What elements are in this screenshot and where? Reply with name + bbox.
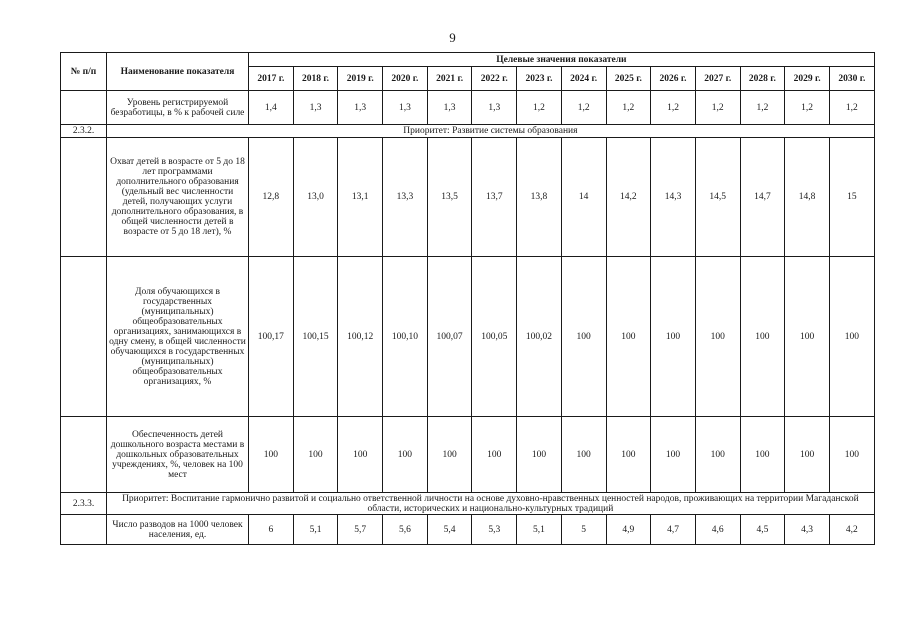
year-header: 2027 г. bbox=[695, 67, 740, 91]
table-header bbox=[61, 53, 875, 91]
row-number bbox=[61, 417, 107, 493]
indicator-value: 100 bbox=[517, 417, 562, 493]
year-header: 2025 г. bbox=[606, 67, 651, 91]
indicator-value: 1,3 bbox=[472, 91, 517, 125]
indicator-value: 100 bbox=[829, 417, 874, 493]
indicator-value: 1,3 bbox=[427, 91, 472, 125]
indicator-value: 1,2 bbox=[517, 91, 562, 125]
row-number bbox=[61, 515, 107, 545]
indicator-value: 5,1 bbox=[517, 515, 562, 545]
indicator-name: Доля обучающихся в государственных (муниципальных) общеобразовательных организациях, занимающихся в одну смену, в общей численности обучающихся в государственных (муниципальных) общеобразовательных организациях, % bbox=[107, 257, 249, 417]
indicator-value: 15 bbox=[829, 138, 874, 257]
year-header: 2024 г. bbox=[561, 67, 606, 91]
indicator-value: 6 bbox=[249, 515, 294, 545]
indicator-name: Обеспеченность детей дошкольного возраста местами в дошкольных образовательных учреждениях, %, человек на 100 мест bbox=[107, 417, 249, 493]
indicator-value: 14,8 bbox=[785, 138, 830, 257]
indicator-value: 1,2 bbox=[829, 91, 874, 125]
year-header: 2022 г. bbox=[472, 67, 517, 91]
table-body bbox=[61, 91, 875, 545]
indicator-value: 100 bbox=[383, 417, 428, 493]
indicator-value: 14,2 bbox=[606, 138, 651, 257]
indicator-value: 13,8 bbox=[517, 138, 562, 257]
indicator-value: 100 bbox=[561, 417, 606, 493]
indicator-value: 1,3 bbox=[338, 91, 383, 125]
indicator-value: 100 bbox=[829, 257, 874, 417]
indicator-value: 100 bbox=[293, 417, 338, 493]
indicator-value: 1,3 bbox=[293, 91, 338, 125]
indicator-name: Охват детей в возрасте от 5 до 18 лет программами дополнительного образования (удельный вес численности детей, получающих услуги дополнительного образования, в общей численности детей в возрасте от 5 до 18 лет), % bbox=[107, 138, 249, 257]
indicator-name: Уровень регистрируемой безработицы, в % к рабочей силе bbox=[107, 91, 249, 125]
year-header: 2029 г. bbox=[785, 67, 830, 91]
year-header: 2028 г. bbox=[740, 67, 785, 91]
indicator-value: 5,1 bbox=[293, 515, 338, 545]
indicator-value: 100 bbox=[651, 257, 696, 417]
indicator-value: 5,3 bbox=[472, 515, 517, 545]
indicator-value: 100 bbox=[606, 257, 651, 417]
indicator-value: 100 bbox=[606, 417, 651, 493]
target-values-header: Целевые значения показатели bbox=[249, 53, 875, 67]
indicator-value: 5,4 bbox=[427, 515, 472, 545]
indicator-value: 1,2 bbox=[651, 91, 696, 125]
indicator-value: 100 bbox=[785, 257, 830, 417]
indicator-value: 13,5 bbox=[427, 138, 472, 257]
indicator-value: 100 bbox=[338, 417, 383, 493]
indicator-value: 100 bbox=[785, 417, 830, 493]
row-number bbox=[61, 91, 107, 125]
indicator-value: 4,6 bbox=[695, 515, 740, 545]
indicator-value: 1,2 bbox=[561, 91, 606, 125]
indicator-value: 100 bbox=[651, 417, 696, 493]
indicator-value: 100,07 bbox=[427, 257, 472, 417]
indicator-value: 100,12 bbox=[338, 257, 383, 417]
indicator-row bbox=[61, 417, 875, 493]
priority-row bbox=[61, 125, 875, 138]
priority-text: Приоритет: Развитие системы образования bbox=[107, 125, 875, 138]
indicators-table bbox=[60, 52, 875, 545]
indicator-value: 100,10 bbox=[383, 257, 428, 417]
page-number: 9 bbox=[449, 30, 456, 45]
indicator-value: 14,7 bbox=[740, 138, 785, 257]
indicator-value: 1,3 bbox=[383, 91, 428, 125]
indicator-value: 100 bbox=[427, 417, 472, 493]
year-header: 2021 г. bbox=[427, 67, 472, 91]
indicator-value: 14,5 bbox=[695, 138, 740, 257]
indicator-value: 5 bbox=[561, 515, 606, 545]
year-header: 2023 г. bbox=[517, 67, 562, 91]
indicator-value: 100,02 bbox=[517, 257, 562, 417]
indicator-value: 1,2 bbox=[695, 91, 740, 125]
indicator-value: 100,15 bbox=[293, 257, 338, 417]
indicator-value: 14 bbox=[561, 138, 606, 257]
year-header: 2017 г. bbox=[249, 67, 294, 91]
row-number: 2.3.2. bbox=[61, 125, 107, 138]
indicator-value: 13,1 bbox=[338, 138, 383, 257]
indicator-value: 100 bbox=[740, 417, 785, 493]
indicator-row bbox=[61, 257, 875, 417]
indicator-value: 4,5 bbox=[740, 515, 785, 545]
year-header: 2018 г. bbox=[293, 67, 338, 91]
indicator-value: 100 bbox=[249, 417, 294, 493]
indicator-value: 13,7 bbox=[472, 138, 517, 257]
indicator-value: 1,4 bbox=[249, 91, 294, 125]
year-header: 2020 г. bbox=[383, 67, 428, 91]
year-header: 2019 г. bbox=[338, 67, 383, 91]
row-number bbox=[61, 257, 107, 417]
indicator-name: Число разводов на 1000 человек населения, ед. bbox=[107, 515, 249, 545]
year-header: 2026 г. bbox=[651, 67, 696, 91]
indicator-value: 100 bbox=[740, 257, 785, 417]
row-number bbox=[61, 138, 107, 257]
indicator-value: 5,6 bbox=[383, 515, 428, 545]
indicator-value: 1,2 bbox=[785, 91, 830, 125]
priority-row bbox=[61, 493, 875, 515]
num-column-header: № п/п bbox=[61, 53, 107, 91]
indicator-value: 100 bbox=[561, 257, 606, 417]
indicator-value: 100 bbox=[695, 257, 740, 417]
indicator-value: 4,9 bbox=[606, 515, 651, 545]
indicator-value: 4,2 bbox=[829, 515, 874, 545]
indicator-value: 100,17 bbox=[249, 257, 294, 417]
indicator-value: 1,2 bbox=[740, 91, 785, 125]
indicator-value: 12,8 bbox=[249, 138, 294, 257]
indicator-value: 4,7 bbox=[651, 515, 696, 545]
indicator-value: 4,3 bbox=[785, 515, 830, 545]
row-number: 2.3.3. bbox=[61, 493, 107, 515]
year-header: 2030 г. bbox=[829, 67, 874, 91]
indicator-row bbox=[61, 138, 875, 257]
indicator-value: 13,3 bbox=[383, 138, 428, 257]
indicator-value: 13,0 bbox=[293, 138, 338, 257]
indicator-value: 1,2 bbox=[606, 91, 651, 125]
indicator-row bbox=[61, 91, 875, 125]
indicator-value: 14,3 bbox=[651, 138, 696, 257]
indicator-value: 5,7 bbox=[338, 515, 383, 545]
indicator-value: 100 bbox=[472, 417, 517, 493]
indicator-value: 100,05 bbox=[472, 257, 517, 417]
indicator-row bbox=[61, 515, 875, 545]
name-column-header: Наименование показателя bbox=[107, 53, 249, 91]
indicator-value: 100 bbox=[695, 417, 740, 493]
priority-text: Приоритет: Воспитание гармонично развитой и социально ответственной личности на основе духовно-нравственных ценностей народов, проживающих на территории Магаданской области, исторических и национально-культурных традиций bbox=[107, 493, 875, 515]
